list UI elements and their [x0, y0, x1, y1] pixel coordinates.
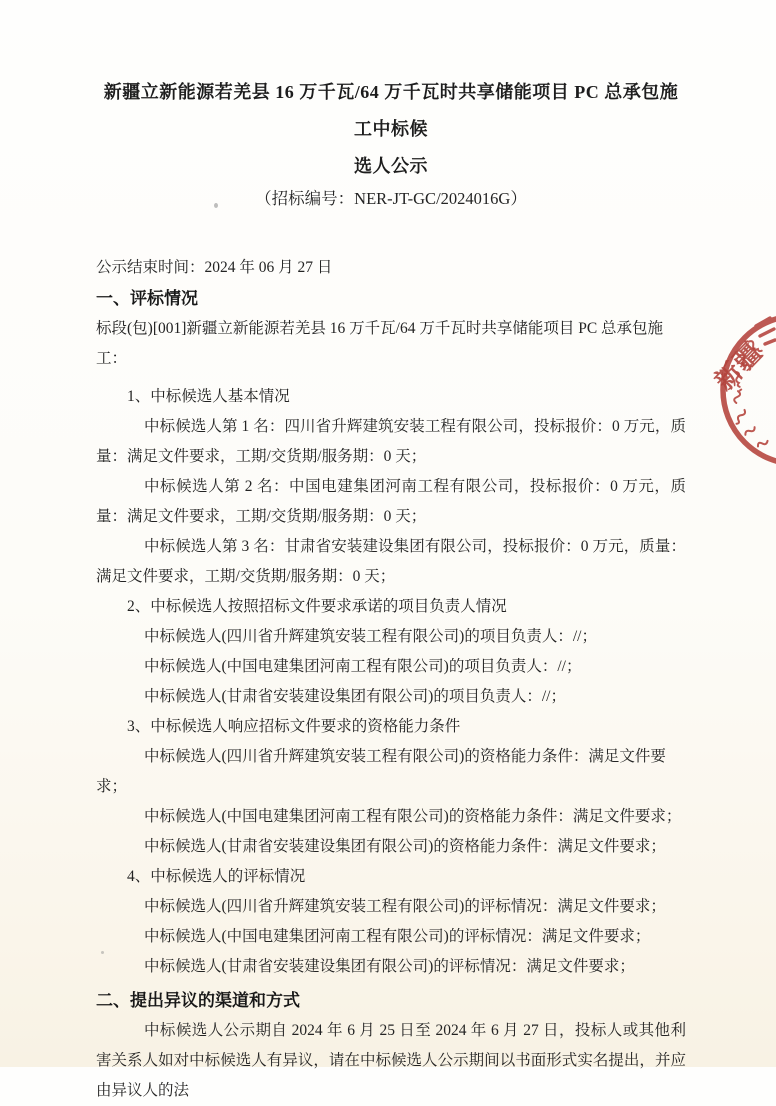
candidate-3-project-manager: 中标候选人(甘肃省安装建设集团有限公司)的项目负责人：//； [144, 688, 566, 705]
seal-text: 新疆 [709, 337, 768, 397]
item-3-heading: 3、中标候选人响应招标文件要求的资格能力条件 [127, 718, 461, 735]
candidate-1-qualification: 中标候选人(四川省升辉建筑安装工程有限公司)的资格能力条件：满足文件要求； [96, 748, 666, 795]
objection-paragraph: 中标候选人公示期自 2024 年 6 月 25 日至 2024 年 6 月 27 日，投标人或其他利害关系人如对中标候选人有异议，请在中标候选人公示期间以书面形式实名提出，并应由异议人的法 [96, 1022, 686, 1099]
candidate-2-qualification: 中标候选人(中国电建集团河南工程有限公司)的资格能力条件：满足文件要求； [144, 808, 682, 825]
candidate-1-basic-info: 中标候选人第 1 名：四川省升辉建筑安装工程有限公司，投标报价：0 万元，质量：满足文件要求，工期/交货期/服务期：0 天； [96, 418, 686, 465]
lot-line: 标段(包)[001]新疆立新能源若羌县 16 万千瓦/64 万千瓦时共享储能项目 PC 总承包施工： [96, 320, 664, 367]
item-1-heading: 1、中标候选人基本情况 [127, 388, 290, 405]
candidate-3-evaluation: 中标候选人(甘肃省安装建设集团有限公司)的评标情况：满足文件要求； [144, 958, 635, 975]
candidate-2-evaluation: 中标候选人(中国电建集团河南工程有限公司)的评标情况：满足文件要求； [144, 928, 651, 945]
scan-speck [101, 951, 104, 954]
document-body [96, 0, 686, 1106]
item-4-heading: 4、中标候选人的评标情况 [127, 868, 306, 885]
item-2-heading: 2、中标候选人按照招标文件要求承诺的项目负责人情况 [127, 598, 507, 615]
section-evaluation-heading: 一、评标情况 [96, 289, 198, 308]
candidate-3-qualification: 中标候选人(甘肃省安装建设集团有限公司)的资格能力条件：满足文件要求； [144, 838, 666, 855]
publicity-end-time: 公示结束时间：2024 年 06 月 27 日 [96, 259, 333, 276]
red-seal-stamp [690, 300, 776, 490]
candidate-2-project-manager: 中标候选人(中国电建集团河南工程有限公司)的项目负责人：//； [144, 658, 582, 675]
candidate-2-basic-info: 中标候选人第 2 名：中国电建集团河南工程有限公司，投标报价：0 万元，质量：满足文件要求，工期/交货期/服务期：0 天； [96, 478, 686, 525]
title-line-1: 新疆立新能源若羌县 16 万千瓦/64 万千瓦时共享储能项目 PC 总承包施工中标候 [103, 82, 679, 139]
candidate-1-project-manager: 中标候选人(四川省升辉建筑安装工程有限公司)的项目负责人：//； [144, 628, 597, 645]
scan-speck [214, 203, 218, 208]
document-title [96, 74, 686, 185]
candidate-1-evaluation: 中标候选人(四川省升辉建筑安装工程有限公司)的评标情况：满足文件要求； [144, 898, 666, 915]
title-line-2: 选人公示 [354, 156, 428, 176]
tender-number-line: （招标编号：NER-JT-GC/2024016G） [255, 189, 527, 208]
section-objection-heading: 二、提出异议的渠道和方式 [96, 991, 300, 1010]
candidate-3-basic-info: 中标候选人第 3 名：甘肃省安装建设集团有限公司，投标报价：0 万元，质量：满足文件要求，工期/交货期/服务期：0 天； [96, 538, 686, 585]
